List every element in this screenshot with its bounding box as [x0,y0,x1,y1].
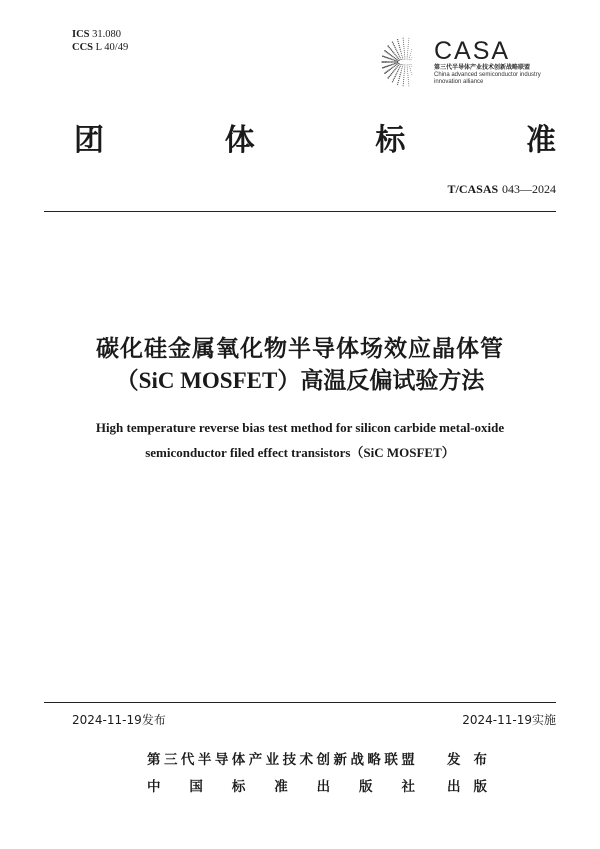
publisher-org-char: 技 [282,752,297,768]
publisher-org [147,779,415,795]
publisher-org-char: 准 [274,779,288,795]
publisher-org-char: 业 [265,752,280,768]
publisher-row [147,752,487,768]
title-cn-line2: （SiC MOSFET）高温反偏试验方法 [115,368,485,394]
logo-name-en-2: innovation alliance [434,79,484,85]
publisher-org-char: 创 [316,752,331,768]
top-divider [44,211,556,212]
classification-codes [72,28,128,54]
logo-name-en-1: China advanced semiconductor industry [434,72,541,78]
standard-number [447,182,556,196]
publisher-action-char: 发 [447,752,461,768]
publisher-action-char: 出 [447,779,461,795]
publisher-org-char: 导 [214,752,229,768]
ccs-code: CCS L 40/49 [72,42,129,53]
publisher-org-char: 国 [189,779,203,795]
logo-name-cn: 第三代半导体产业技术创新战略联盟 [434,64,531,71]
publisher-org-char: 半 [197,752,212,768]
standard-number-prefix: T/CASAS [447,182,499,196]
publisher-org-char: 标 [231,779,246,795]
publisher-org-char: 联 [384,752,398,768]
publisher-org-char: 略 [367,752,381,768]
publisher-action-char: 布 [473,752,487,768]
publisher-org-char: 出 [316,779,331,795]
standard-type-char: 体 [224,123,255,158]
implement-date: 2024-11-19实施 [462,713,556,727]
publisher-org-char: 代 [180,752,195,768]
publisher-org-char: 盟 [401,752,415,768]
ics-code: ICS 31.080 [72,29,122,40]
publisher-org-char: 体 [231,752,246,768]
bottom-divider [44,702,556,703]
publisher-org-char: 第 [147,752,161,768]
standard-type-char: 团 [74,123,104,158]
casa-logo [376,34,556,90]
globe-logo-icon [376,34,434,90]
logo-name: CASA [434,37,511,65]
standard-type-heading [74,124,556,158]
publisher-org-char: 产 [248,752,263,768]
title-en-line1: High temperature reverse bias test method for silicon carbide metal-oxide [95,420,505,435]
publisher-org-char: 版 [359,779,373,795]
publisher-action-char: 版 [473,779,487,795]
title-en-line2: semiconductor filed effect transistors（SiC MOSFET） [145,445,455,460]
standard-type-char: 标 [375,123,406,158]
title-cn-code: SiC MOSFET [138,368,278,393]
publisher-org-char: 中 [147,779,161,795]
publisher-row [147,779,487,795]
publisher-org-char: 三 [163,752,178,768]
publisher-org-char: 术 [299,752,314,768]
standard-number-value: 043—2024 [502,182,556,196]
publisher-org-char: 新 [333,752,347,768]
publisher-action [447,779,487,795]
standard-type-char: 准 [525,123,556,158]
publisher-action [447,752,487,768]
publisher-org-char: 战 [350,752,364,768]
publisher-org [147,752,415,768]
publish-date: 2024-11-19发布 [72,713,166,727]
title-cn-line1: 碳化硅金属氧化物半导体场效应晶体管 [96,336,504,362]
publisher-org-char: 社 [401,779,415,795]
